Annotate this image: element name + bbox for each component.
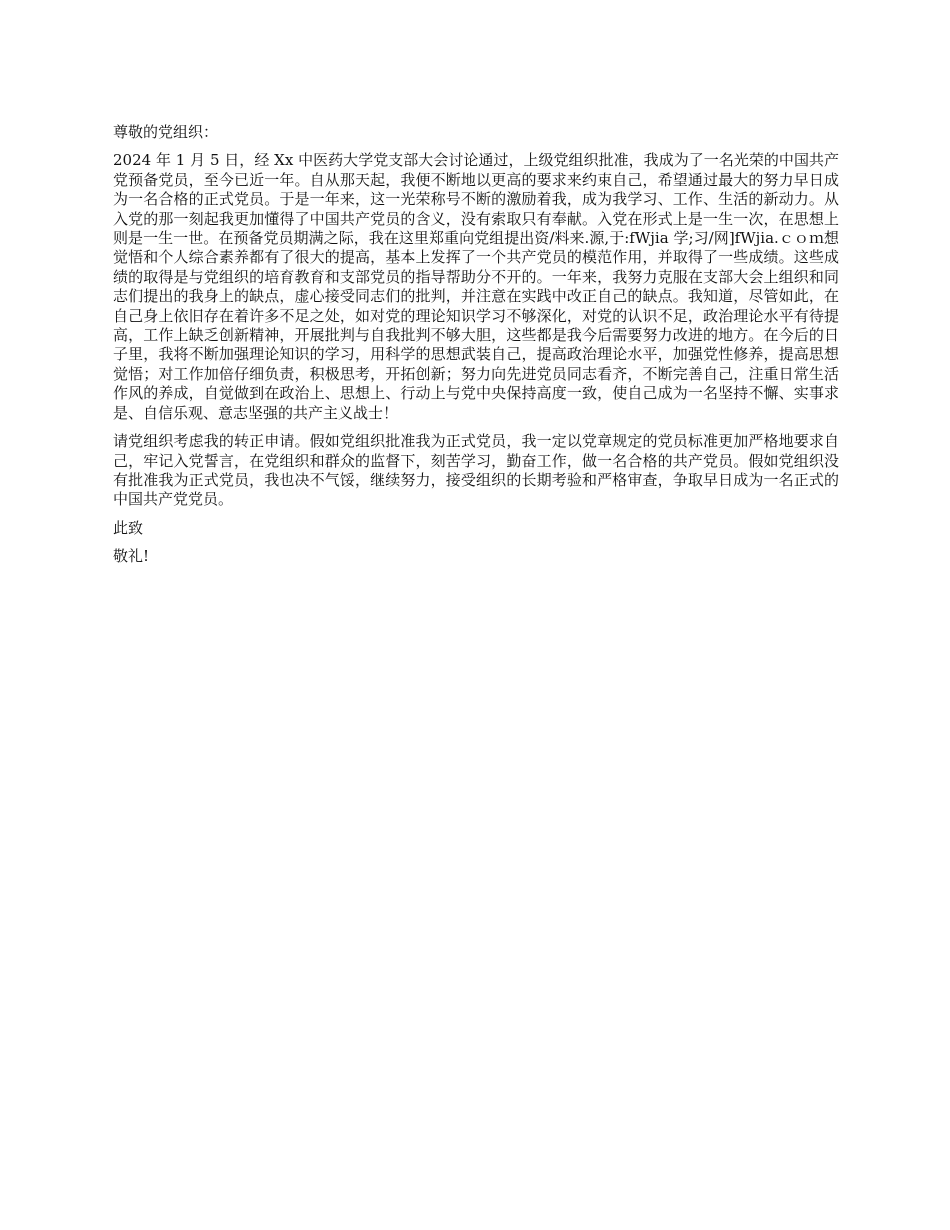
- closing-line-2: 敬礼!: [113, 547, 150, 566]
- paragraph-body-2: 请党组织考虑我的转正申请。假如党组织批准我为正式党员，我一定以党章规定的党员标准更加严格地要求自己，牢记入党誓言，在党组织和群众的监督下，刻苦学习，勤奋工作，做一名合格的共产党员。假如党组织没有批准我为正式党员，我也决不气馁，继续努力，接受组织的长期考验和严格审查，争取早日成为一名正式的中国共产党党员。: [113, 432, 839, 509]
- closing-line-1: 此致: [113, 518, 144, 537]
- paragraph-body-1: 2024 年 1 月 5 日，经 Xx 中医药大学党支部大会讨论通过，上级党组织批准，我成为了一名光荣的中国共产党预备党员，至今已近一年。自从那天起，我便不断地以更高的要求来约束自己，希望通过最大的努力早日成为一名合格的正式党员。于是一年来，这一光荣称号不断的激励着我，成为我学习、工作、生活的新动力。从入党的那一刻起我更加懂得了中国共产党员的含义，没有索取只有奉献。入党在形式上是一生一次，在思想上则是一生一世。在预备党员期满之际，我在这里郑重向党组提出资/料来.源,于:fWjia 学;习/网]fWjia.ｃｏｍ想觉悟和个人综合素养都有了很大的提高，基本上发挥了一个共产党员的模范作用，并取得了一些成绩。这些成绩的取得是与党组织的培育教育和支部党员的指导帮助分不开的。一年来，我努力克服在支部大会上组织和同志们提出的我身上的缺点，虚心接受同志们的批判，并注意在实践中改正自己的缺点。我知道，尽管如此，在自己身上依旧存在着许多不足之处，如对党的理论知识学习不够深化，对党的认识不足，政治理论水平有待提高，工作上缺乏创新精神，开展批判与自我批判不够大胆，这些都是我今后需要努力改进的地方。在今后的日子里，我将不断加强理论知识的学习，用科学的思想武装自己，提高政治理论水平，加强党性修养，提高思想觉悟；对工作加倍仔细负责，积极思考，开拓创新；努力向先进党员同志看齐，不断完善自己，注重日常生活作风的养成，自觉做到在政治上、思想上、行动上与党中央保持高度一致，使自己成为一名坚持不懈、实事求是、自信乐观、意志坚强的共产主义战士！: [113, 151, 839, 422]
- letter-body: [113, 123, 839, 576]
- salutation: 尊敬的党组织：: [113, 123, 219, 141]
